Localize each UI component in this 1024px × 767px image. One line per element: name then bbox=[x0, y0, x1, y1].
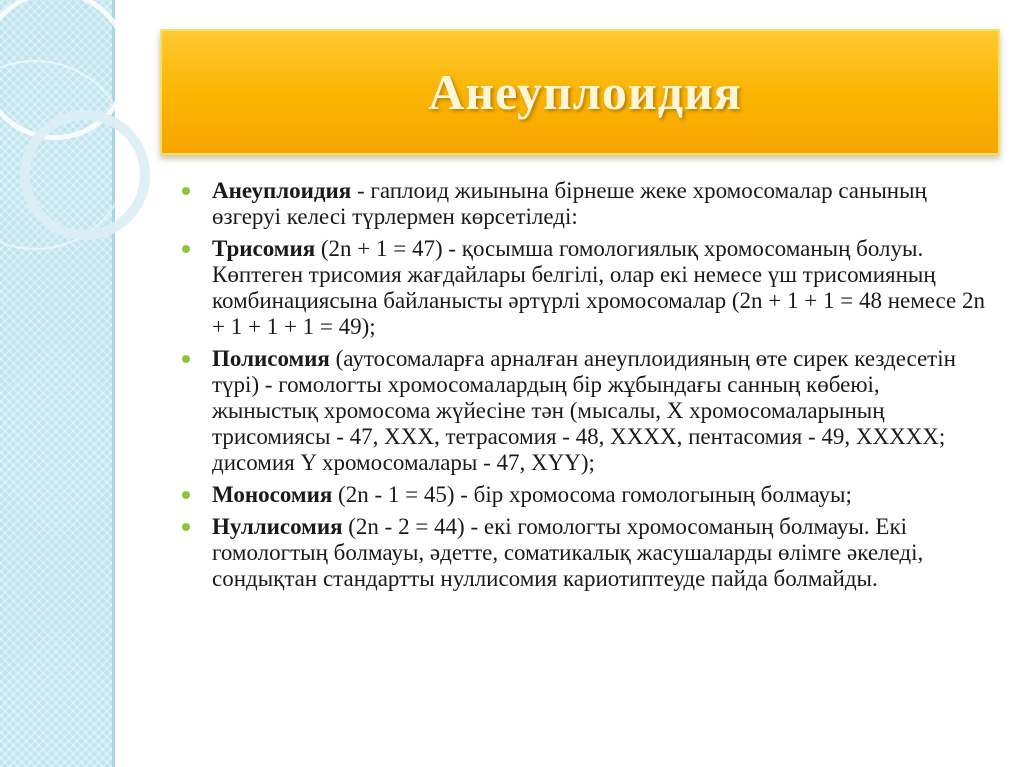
slide-content bbox=[180, 178, 990, 598]
bullet-term: Моносомия bbox=[212, 482, 333, 507]
bullet-term: Трисомия bbox=[212, 236, 316, 261]
bullet-text: - гаплоид жиынына бірнеше жеке хромосомалар санының өзгеруі келесі түрлермен көрсетіледі: bbox=[212, 178, 927, 229]
bullet-dot-icon bbox=[182, 491, 190, 499]
bullet-text: (2n - 1 = 45) - бір хромосома гомологының болмауы; bbox=[332, 482, 852, 507]
bullet-dot-icon bbox=[182, 523, 190, 531]
bullet-nullisomy bbox=[180, 514, 990, 592]
bullet-text: (2n - 2 = 44) - екі гомологты хромосоманың болмауы. Екі гомологтың болмауы, әдетте, соматикалық жасушаларды өлімге әкеледі, сондықтан стандартты нуллисомия кариотиптеуде пайда болмайды. bbox=[212, 514, 924, 591]
slide-title: Анеуплоидия bbox=[428, 64, 742, 120]
bullet-text: (2n + 1 = 47) - қосымша гомологиялық хромосоманың болуы. Көптеген трисомия жағдайлары белгілі, олар екі немесе үш трисомияның комбинациясына байланысты әртүрлі хромосомалар (2n + 1 + 1 = 48 немесе 2n + 1 + 1 + 1 = 49); bbox=[212, 236, 986, 339]
bullet-polysomy bbox=[180, 346, 990, 476]
bullet-term: Анеуплоидия bbox=[212, 178, 352, 203]
bullet-term: Полисомия bbox=[212, 346, 330, 371]
bullet-monosomy bbox=[180, 482, 990, 508]
bullet-text: (аутосомаларға арналған анеуплоидияның өте сирек кездесетін түрі) - гомологты хромосомалардың бір жұбындағы санның көбеюі, жыныстық хромосома жүйесіне тән (мысалы, X хромосомаларының трисомиясы - 47, XXX, тетрасомия - 48, XXXX, пентасомия - 49, XXXXX; дисомия Y хромосомалары - 47, XYY); bbox=[212, 346, 956, 475]
bullet-dot-icon bbox=[182, 245, 190, 253]
bullet-aneuploidy bbox=[180, 178, 990, 230]
bullet-dot-icon bbox=[182, 355, 190, 363]
bullet-term: Нуллисомия bbox=[212, 514, 343, 539]
bullet-trisomy bbox=[180, 236, 990, 340]
bullet-list bbox=[180, 178, 990, 592]
decorative-ring-icon bbox=[20, 110, 150, 240]
bullet-dot-icon bbox=[182, 187, 190, 195]
title-bar bbox=[160, 29, 1000, 155]
